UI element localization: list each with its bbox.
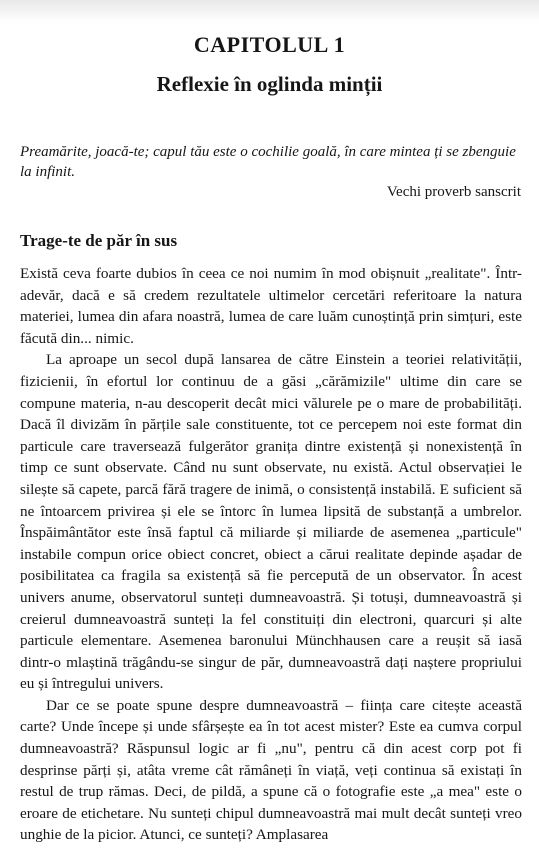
paragraph: Dar ce se poate spune despre dumneavoastră – ființa care citește această carte? Unde începe și unde sfârșește ea în tot acest mister? Este ea cumva corpul dumneavoastră? Răspunsul logic ar fi „nu", pentru că din acest corp pot fi desprinse părți și, atâta vreme cât rămâneți în viață, veți continua să existați în restul de trup rămas. Deci, de pildă, a spune că o fotografie este „a mea" este o eroare de etichetare. Nu sunteți chipul dumneavoastră mai mult decât sunteți vreo unghie de la picior. Atunci, ce sunteți? Amplasarea bbox=[20, 696, 522, 844]
previous-page-bleed bbox=[0, 0, 539, 22]
chapter-label: CAPITOLUL 1 bbox=[193, 32, 346, 57]
epigraph-attribution: Vechi proverb sanscrit bbox=[386, 184, 521, 200]
body-text bbox=[20, 263, 522, 846]
paragraph: Există ceva foarte dubios în ceea ce noi numim în mod obișnuit „realitate". Într-adevăr, dacă e să credem rezultatele ultimelor cercetări referitoare la natura materiei, lumea din afara noastră, lumea de care luăm cunoștință prin simțuri, este făcută din... nimic. bbox=[20, 265, 522, 347]
chapter-title: Reflexie în oglinda minții bbox=[156, 72, 383, 96]
paragraph: La aproape un secol după lansarea de către Einstein a teoriei relativității, fizicienii, în efortul lor continuu de a găsi „cărămizile" ultime din care se compune materia, n-au descoperit decât mici vălurele pe o mare de probabilități. Dacă îl divizăm în părțile sale constituente, tot ce percepem noi este format din particule care traversează fulgerător granița dintre existență și nonexistență în timp ce sunt observate. Când nu sunt observate, nu există. Actul observației le silește să capete, parcă fără tragere de inimă, o consistență instabilă. E suficient să ne întoarcem privirea și ele se întorc în lumea lipsită de substanță a umbrelor. Înspăimântător este însă faptul că miliarde și miliarde de asemenea „particule" instabile compun orice obiect concret, obiect a cărui realitate depinde așadar de posibilitatea ca fragila sa existență să fie percepută de un observator. În acest univers anume, observatorul sunteți dumneavoastră. Și totuși, dumneavoastră și creierul dumneavoastră sunteți la fel constituiți din electroni, quarcuri și alte particule elementare. Asemenea baronului Münchhausen care a reușit să iasă dintr-o mlaștină trăgându-se singur de păr, dumneavoastră dați naștere propriului eu și întregului univers. bbox=[20, 351, 522, 693]
section-heading: Trage-te de păr în sus bbox=[20, 231, 178, 250]
epigraph-quote: Preamărite, joacă-te; capul tău este o cochilie goală, în care mintea ți se zbenguie la infinit. bbox=[20, 144, 516, 180]
